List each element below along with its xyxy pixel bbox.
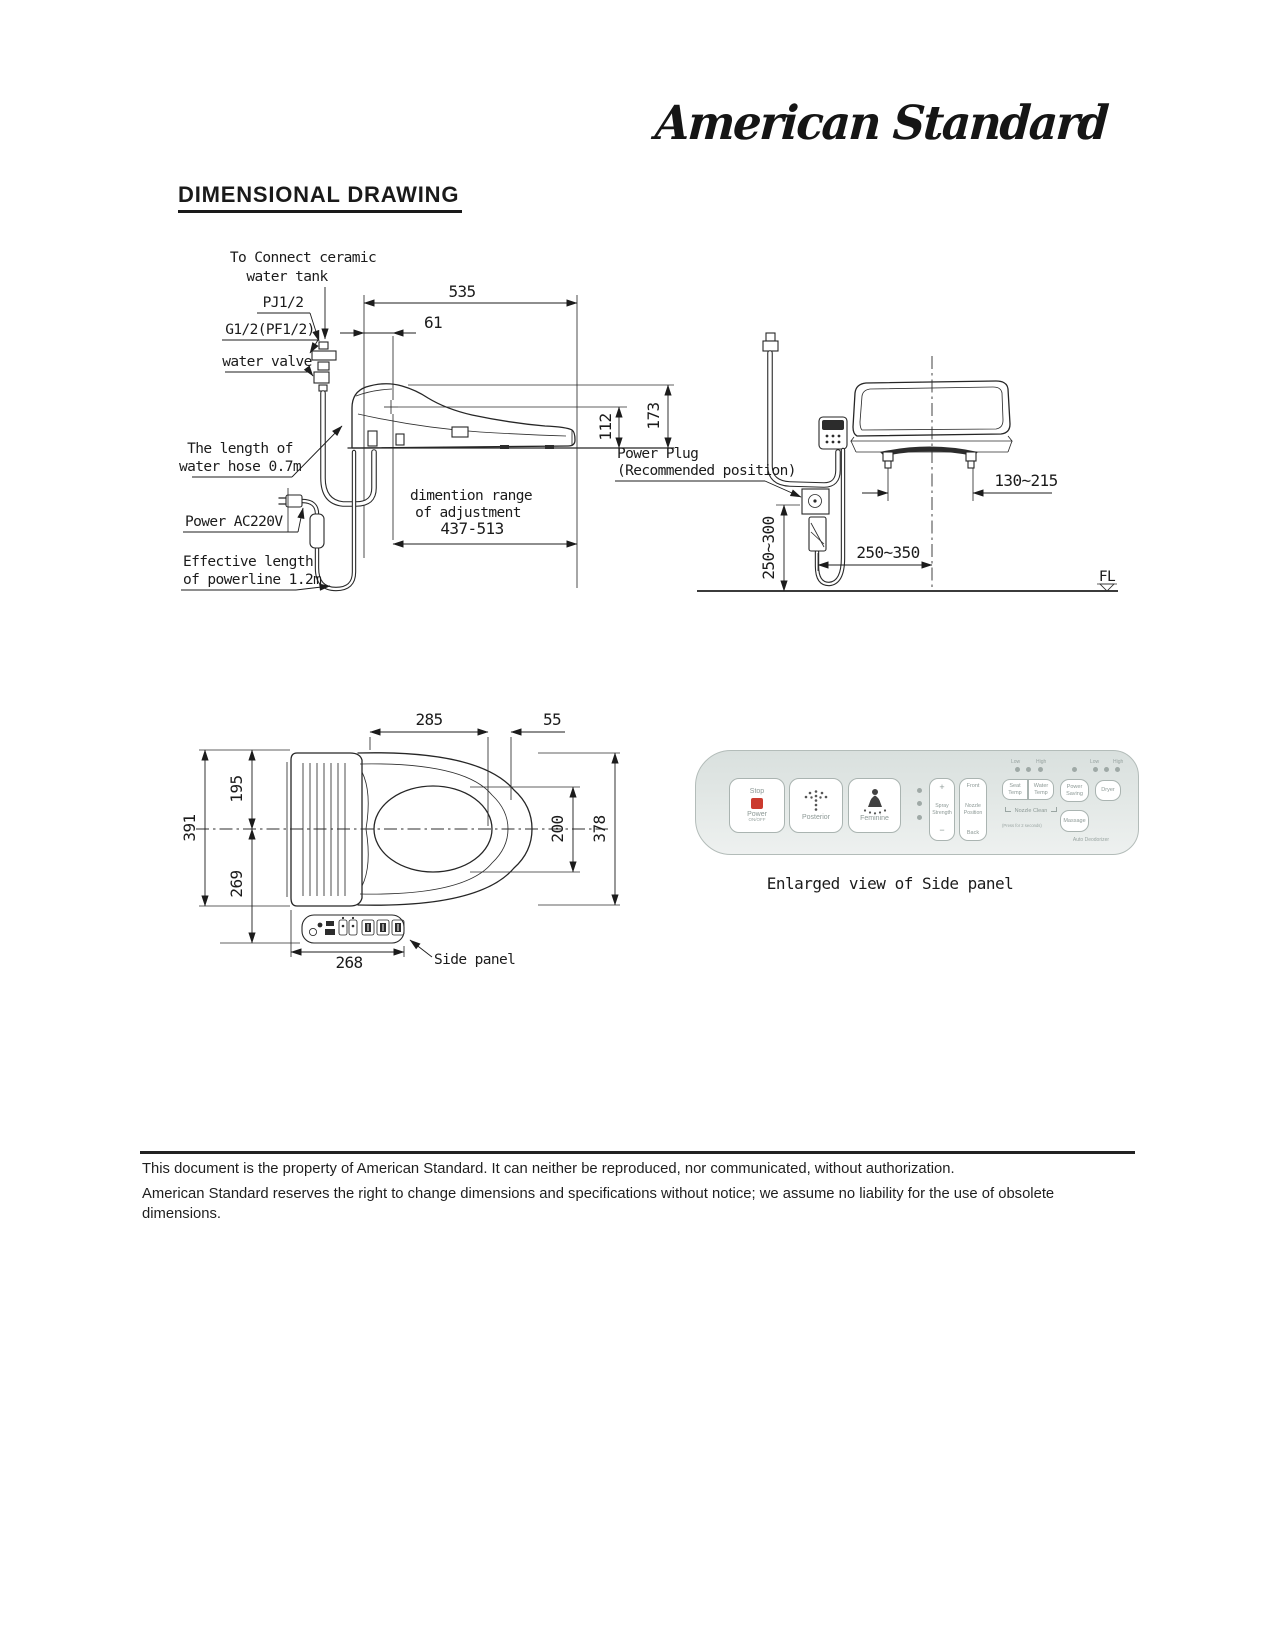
- spray-led-3: [917, 815, 922, 820]
- nozzle-clean-button: Nozzle Clean: [1005, 807, 1057, 815]
- dim-55: 55: [542, 710, 562, 729]
- dryer-led-3: [1115, 767, 1120, 772]
- dim-173: 173: [644, 402, 663, 430]
- label-water-valve: water valve: [222, 354, 312, 370]
- page-title: DIMENSIONAL DRAWING: [178, 182, 462, 213]
- dryer-high-label: High: [1113, 759, 1124, 765]
- dim-130-215: 130~215: [994, 471, 1058, 490]
- label-hose-1: The length of: [187, 441, 293, 457]
- dim-437-513: 437-513: [440, 519, 504, 538]
- dim-268: 268: [335, 953, 363, 972]
- label-hose-2: water hose 0.7m: [179, 459, 301, 475]
- posterior-spray-icon: [803, 789, 829, 814]
- temp-led-3: [1038, 767, 1043, 772]
- label-connect-2: water tank: [246, 269, 328, 285]
- dim-391: 391: [180, 814, 199, 842]
- dryer-led-2: [1104, 767, 1109, 772]
- stop-power-button: [729, 778, 785, 833]
- water-temp-button: Water Temp: [1028, 779, 1054, 800]
- power-label: Power: [747, 810, 767, 818]
- label-plug-1: Power Plug: [617, 446, 699, 462]
- dim-195: 195: [227, 775, 246, 803]
- feminine-label: Feminine: [860, 815, 889, 823]
- label-side-panel: Side panel: [434, 952, 516, 968]
- posterior-button: [789, 778, 843, 833]
- dim-378: 378: [590, 815, 609, 843]
- dim-61: 61: [423, 313, 443, 332]
- label-powerline-2: of powerline 1.2m: [183, 572, 322, 588]
- dryer-button: Dryer: [1095, 780, 1121, 801]
- label-fl: FL: [1098, 569, 1116, 585]
- massage-button: Massage: [1060, 810, 1089, 832]
- footer-line-2: American Standard reserves the right to change dimensions and specifications without notice; we assume no liability for the use of obsolete dimensions.: [142, 1186, 1055, 1223]
- dim-535: 535: [448, 282, 476, 301]
- feminine-button: [848, 778, 901, 833]
- label-power: Power AC220V: [185, 514, 283, 530]
- temp-button-group: [1002, 779, 1054, 800]
- power-saving-button: Power Saving: [1060, 779, 1089, 802]
- dim-285: 285: [415, 710, 443, 729]
- dryer-low-label: Low: [1090, 759, 1100, 765]
- footer-line-1: This document is the property of American Standard. It can neither be reproduced, nor communicated, without authorization.: [142, 1161, 955, 1177]
- spray-strength-label: Spray Strength: [932, 803, 952, 816]
- temp-led-2: [1026, 767, 1031, 772]
- label-g12: G1/2(PF1/2): [225, 322, 315, 338]
- spray-minus-label: −: [939, 825, 945, 836]
- dim-112: 112: [596, 413, 615, 441]
- footer-divider: [140, 1151, 1135, 1154]
- top-view-drawing: [180, 710, 620, 972]
- temp-led-1: [1015, 767, 1020, 772]
- dryer-led-1: [1093, 767, 1098, 772]
- temp-low-label: Low: [1011, 759, 1021, 765]
- label-range-1: dimention range: [410, 488, 532, 504]
- side-panel-enlarged-view: [695, 750, 1139, 855]
- dim-269: 269: [227, 870, 246, 898]
- onoff-label: ON/OFF: [748, 817, 766, 823]
- panel-caption: Enlarged view of Side panel: [766, 874, 1014, 893]
- rear-view-drawing: [615, 333, 1118, 591]
- back-label: Back: [966, 829, 980, 836]
- spray-plus-label: +: [939, 782, 945, 792]
- temp-high-label: High: [1036, 759, 1047, 765]
- feminine-spray-icon: [861, 788, 889, 815]
- label-pj: PJ1/2: [262, 295, 304, 311]
- nozzle-clean-note: (Press for 2 seconds): [1002, 823, 1042, 828]
- label-powerline-1: Effective length: [183, 554, 314, 570]
- stop-label: Stop: [749, 787, 765, 795]
- seat-temp-button: Seat Temp: [1002, 779, 1028, 800]
- dim-250-300: 250~300: [759, 516, 778, 580]
- side-view-drawing: [179, 250, 674, 590]
- front-label: Front: [966, 783, 980, 789]
- spray-led-1: [917, 788, 922, 793]
- label-plug-2: (Recommended position): [617, 463, 796, 479]
- dim-200: 200: [548, 815, 567, 843]
- brand-logo: American Standard: [653, 96, 1109, 151]
- spray-led-2: [917, 801, 922, 806]
- dim-250-350: 250~350: [856, 543, 920, 562]
- posterior-label: Posterior: [801, 814, 830, 822]
- nozzle-position-button: [959, 778, 987, 841]
- stop-red-square-icon: [751, 798, 763, 809]
- nozzle-position-label: Nozzle Position: [963, 803, 983, 816]
- label-range-2: of adjustment: [415, 505, 521, 521]
- power-saving-led: [1072, 767, 1077, 772]
- spray-strength-button: [929, 778, 955, 841]
- auto-deodorizer-label: Auto Deodorizer: [1072, 837, 1110, 843]
- label-connect-1: To Connect ceramic: [229, 250, 377, 266]
